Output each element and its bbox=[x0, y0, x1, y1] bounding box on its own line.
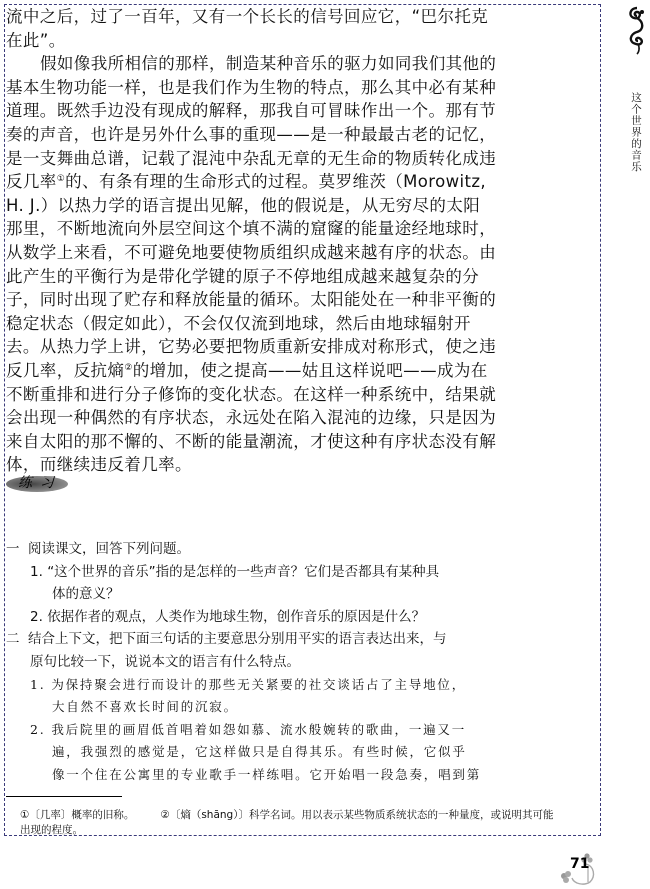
scroll-ornament-icon bbox=[624, 4, 650, 56]
body-line: 来自太阳的那不懈的、不断的能量潮流，才使这种有序状态没有解 bbox=[6, 431, 497, 451]
footnote-1: ①〔几率〕概率的旧称。 bbox=[20, 809, 135, 821]
item-text-cont: 体的意义？ bbox=[52, 586, 120, 603]
body-line: 从数学上来看，不可避免地要使物质组织成越来越有序的状态。由 bbox=[6, 242, 497, 262]
footnote-line bbox=[20, 808, 600, 823]
item-number: 1. bbox=[30, 563, 43, 580]
item-text: 我后院里的画眉低首唱着如怨如慕、流水般婉转的歌曲，一遍又一 bbox=[51, 721, 467, 737]
body-line: 会出现一种偶然的有序状态，永远处在陷入混沌的边缘，只是因为 bbox=[6, 408, 497, 428]
item-number: 1. bbox=[30, 676, 46, 692]
exercise-item bbox=[6, 606, 606, 629]
section-number: 二 bbox=[6, 631, 20, 648]
body-line: 是一支舞曲总谱，记载了混沌中杂乱无章的无生命的物质转化成违 bbox=[6, 148, 497, 168]
body-line: 在此”。 bbox=[6, 30, 66, 50]
body-line: 去。从热力学上讲，它势必要把物质重新安排成对称形式，使之违 bbox=[6, 337, 497, 357]
page-number-area bbox=[558, 852, 612, 886]
footnote-rule bbox=[6, 796, 122, 797]
body-text-segment: 反几率，反抗熵 bbox=[6, 360, 125, 380]
footnote-line: 出现的程度。 bbox=[20, 824, 83, 836]
body-text-segment: 的、有条有理的生命形式的过程。莫罗维茨（Morowitz, bbox=[65, 172, 487, 192]
body-text-segment: 的增加，使之提高——姑且这样说吧——成为在 bbox=[132, 360, 488, 380]
body-line: 子，同时出现了贮存和释放能量的循环。太阳能处在一种非平衡的 bbox=[6, 290, 497, 310]
practice-heading bbox=[6, 472, 68, 494]
footnotes bbox=[20, 808, 600, 838]
item-text: 依据作者的观点，人类作为地球生物，创作音乐的原因是什么？ bbox=[47, 608, 426, 625]
section-number: 一 bbox=[6, 541, 20, 557]
exercise-item bbox=[6, 674, 606, 697]
body-line: 不断重排和进行分子修饰的变化状态。在这样一种系统中，结果就 bbox=[6, 384, 497, 404]
section-title-cont: 原句比较一下，说说本文的语言有什么特点。 bbox=[30, 653, 300, 670]
body-line: H. J.）以热力学的语言提出见解，他的假说是，从无穷尽的太阳 bbox=[6, 195, 481, 215]
footnote-2: ②〔熵（shāng）〕科学名词。用以表示某些物质系统状态的一种量度，或说明其可能 bbox=[160, 809, 554, 821]
body-text bbox=[6, 5, 497, 477]
body-line: 流中之后，过了一百年，又有一个长长的信号回应它，“巴尔托克 bbox=[6, 7, 489, 26]
footnote-ref-2[interactable]: ② bbox=[124, 362, 133, 373]
item-number: 2. bbox=[30, 608, 43, 625]
body-line: 此产生的平衡行为是带化学键的原子不停地组成越来越复杂的分 bbox=[6, 266, 480, 286]
item-text-cont: 遍，我强烈的感觉是，它这样做只是自得其乐。有些时候，它似乎 bbox=[52, 744, 467, 760]
footnote-ref-1[interactable]: ① bbox=[56, 174, 66, 185]
running-side-title: 这个世界的音乐 bbox=[630, 92, 642, 173]
item-text-cont: 像一个住在公寓里的专业歌手一样练唱。它开始唱一段急奏，唱到第 bbox=[52, 766, 482, 782]
body-line: 假如像我所相信的那样，制造某种音乐的驱力如同我们其他的 bbox=[40, 54, 497, 74]
item-number: 2. bbox=[30, 721, 46, 737]
body-line: 奏的声音，也许是另外什么事的重现——是一种最最古老的记忆， bbox=[6, 124, 497, 144]
body-line: 体，而继续违反着几率。 bbox=[6, 455, 192, 475]
body-line bbox=[6, 170, 487, 194]
body-line bbox=[6, 359, 488, 383]
body-line: 那里，不断地流向外层空间这个填不满的窟窿的能量途经地球时， bbox=[6, 219, 497, 239]
item-text: “这个世界的音乐”指的是怎样的一些声音？它们是否都具有某种具 bbox=[47, 563, 440, 580]
exercise-section-title bbox=[6, 538, 606, 561]
item-text-cont: 大自然不喜欢长时间的沉寂。 bbox=[52, 699, 238, 715]
body-text-segment: 反几率 bbox=[6, 172, 57, 192]
exercise-item bbox=[6, 561, 606, 584]
body-line: 基本生物功能一样，也是我们作为生物的特点，那么其中必有某种 bbox=[6, 77, 497, 97]
page-number: 71 bbox=[570, 856, 590, 872]
practice-label: 练习 bbox=[18, 475, 62, 491]
item-text: 为保持聚会进行而设计的那些无关紧要的社交谈话占了主导地位， bbox=[51, 676, 467, 692]
section-title-text: 阅读课文，回答下列问题。 bbox=[28, 541, 190, 557]
body-line: 道理。既然手边没有现成的解释，那我自可冒昧作出一个。那有节 bbox=[6, 101, 497, 121]
body-line: 稳定状态（假定如此），不会仅仅流到地球，然后由地球辐射开 bbox=[6, 313, 471, 333]
section-title-text: 结合上下文，把下面三句话的主要意思分别用平实的语言表达出来，与 bbox=[28, 631, 447, 648]
exercise-item bbox=[6, 719, 606, 742]
exercises bbox=[6, 538, 606, 787]
exercise-section-title bbox=[6, 628, 606, 651]
